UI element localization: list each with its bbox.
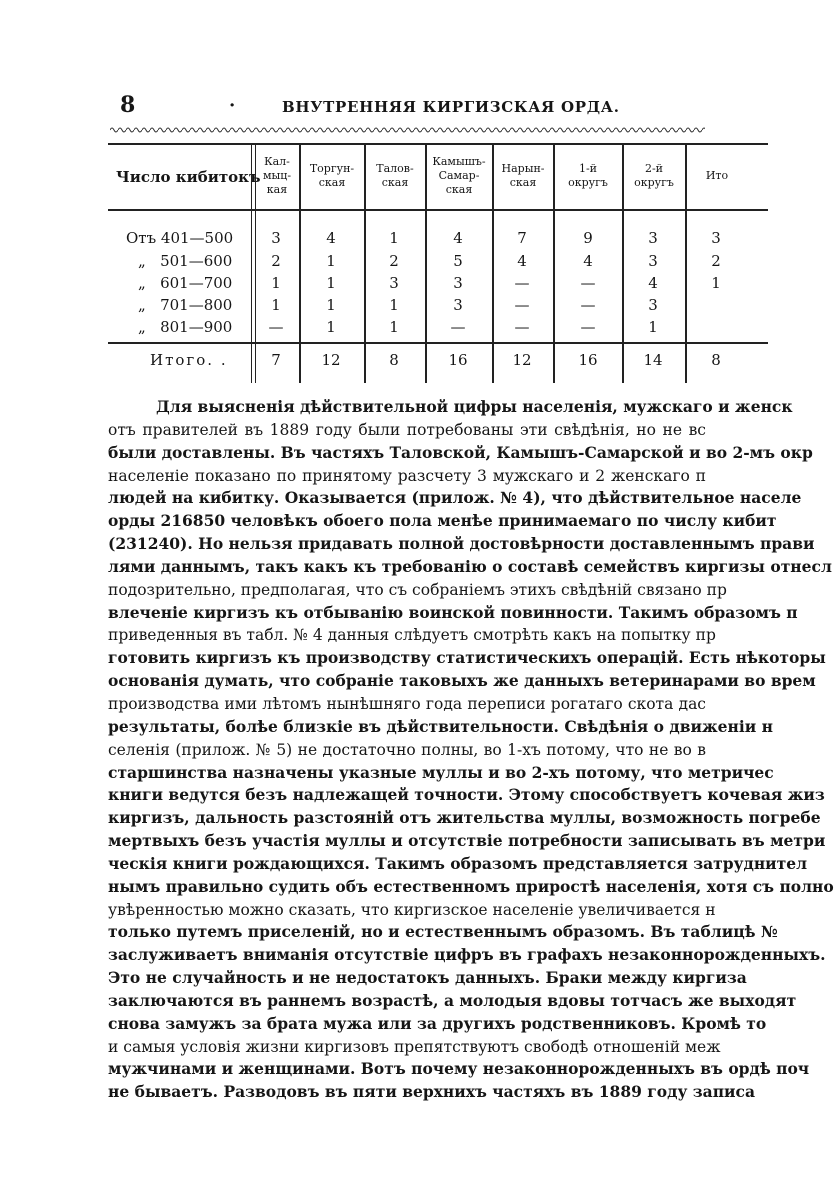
table-cell: 4	[648, 274, 658, 292]
column-header-okrug-1: 1-й округъ	[568, 162, 608, 189]
text-line: заключаются въ раннемъ возрастѣ, а молодыя вдовы тотчасъ же выходят	[108, 990, 797, 1010]
column-rule	[364, 143, 366, 383]
table-cell: —	[514, 274, 530, 292]
table-cell: 3	[648, 229, 658, 247]
table-cell: —	[580, 318, 596, 336]
text-line: приведенныя въ табл. № 4 данныя слѣдуетъ смотрѣть какъ на попытку пр	[108, 626, 716, 645]
row-label: Отъ 401—500	[126, 229, 234, 247]
text-line: ческія книги рождающихся. Такимъ образомъ представляется затруднител	[108, 853, 808, 873]
table-cell: 2	[271, 252, 281, 270]
table-cell: 1	[326, 274, 336, 292]
table-cell: 4	[453, 229, 463, 247]
header-wavy-rule	[110, 119, 705, 128]
table-cell: 3	[389, 274, 399, 292]
text-line: увѣренностью можно сказать, что киргизское населеніе увеличивается н	[108, 900, 716, 919]
table-cell: —	[580, 296, 596, 314]
text-line: селенія (прилож. № 5) не достаточно полны, во 1-хъ потому, что не во в	[108, 740, 706, 759]
column-rule	[299, 143, 301, 383]
table-cell: 3	[711, 229, 721, 247]
column-header-torgunskaya: Торгун- ская	[309, 162, 355, 189]
running-title: ВНУТРЕННЯЯ КИРГИЗСКАЯ ОРДА.	[282, 98, 620, 116]
table-cell: 4	[583, 252, 593, 270]
text-line: производства ими лѣтомъ нынѣшняго года переписи рогатаго скота дас	[108, 694, 706, 713]
table-cell: —	[580, 274, 596, 292]
text-line: подозрительно, предполагая, что съ собраніемъ этихъ свѣдѣній связано пр	[108, 580, 727, 599]
text-line: отъ правителей въ 1889 году были потребованы эти свѣдѣнія, но не вс	[108, 420, 706, 439]
text-line: старшинства назначены указные муллы и во 2-хъ потому, что метричес	[108, 762, 774, 782]
column-header-talovskaya: Талов- ская	[376, 162, 414, 189]
text-line: основанія думать, что собраніе таковыхъ же данныхъ ветеринарами во врем	[108, 671, 816, 691]
page-number: 8	[120, 92, 136, 118]
total-cell: 16	[578, 351, 598, 369]
table-cell: 4	[326, 229, 336, 247]
header-separator: ·	[229, 95, 236, 116]
total-cell: 16	[448, 351, 468, 369]
row-label: „ 601—700	[138, 274, 233, 292]
text-line: лями даннымъ, такъ какъ къ требованію о составѣ семействъ киргизы отнесл	[108, 556, 832, 576]
text-line: и самыя условія жизни киргизовъ препятствуютъ свободѣ отношеній меж	[108, 1037, 721, 1056]
text-line: заслуживаетъ вниманія отсутствіе цифръ въ графахъ незаконнорожденныхъ.	[108, 945, 826, 965]
table-cell: 1	[326, 252, 336, 270]
column-header-narynskaya: Нарын- ская	[501, 162, 545, 189]
text-line: только путемъ приселеній, но и естественнымъ образомъ. Въ таблицѣ №	[108, 922, 778, 942]
text-line: результаты, болѣе близкіе въ дѣйствительности. Свѣдѣнія о движеніи н	[108, 716, 773, 736]
text-line: снова замужъ за брата мужа или за другихъ родственниковъ. Кромѣ то	[108, 1013, 767, 1033]
table-cell: 1	[326, 318, 336, 336]
total-cell: 8	[711, 351, 721, 369]
column-rule	[425, 143, 427, 383]
text-line: мертвыхъ безъ участія муллы и отсутствіе потребности записывать въ метри	[108, 831, 826, 851]
row-label: „ 801—900	[138, 318, 233, 336]
column-header-itogo: Ито	[705, 169, 729, 182]
text-line: населеніе показано по принятому разсчету 3 мужскаго и 2 женскаго п	[108, 466, 706, 485]
column-rule	[492, 143, 494, 383]
text-line: людей на кибитку. Оказывается (прилож. № 4), что дѣйствительное населе	[108, 488, 802, 508]
text-line: книги ведутся безъ надлежащей точности. Этому способствуетъ кочевая жиз	[108, 785, 825, 805]
table-cell: —	[514, 296, 530, 314]
table-cell: 1	[389, 229, 399, 247]
column-rule	[685, 143, 687, 383]
total-label: Итого. .	[150, 351, 228, 369]
text-line: влеченіе киргизъ къ отбыванію воинской повинности. Такимъ образомъ п	[108, 602, 798, 622]
body-text	[108, 396, 834, 1102]
total-cell: 7	[271, 351, 281, 369]
column-header-kalmytskaya: Кал- мыц- кая	[262, 155, 292, 196]
table-cell: 3	[271, 229, 281, 247]
total-cell: 12	[512, 351, 532, 369]
table-cell: 2	[711, 252, 721, 270]
table-cell: 3	[453, 274, 463, 292]
table-header-rule	[108, 209, 768, 211]
table-cell: 1	[389, 318, 399, 336]
column-rule	[553, 143, 555, 383]
table-cell: 9	[583, 229, 593, 247]
text-line: киргизъ, дальность разстояній отъ жительства муллы, возможность погребе	[108, 808, 821, 828]
label-column-header: Число кибитокъ	[116, 168, 261, 186]
total-cell: 12	[321, 351, 341, 369]
row-label: „ 701—800	[138, 296, 233, 314]
text-line: не бываетъ. Разводовъ въ пяти верхнихъ частяхъ въ 1889 году записа	[108, 1082, 756, 1102]
table-cell: 3	[648, 296, 658, 314]
column-rule	[622, 143, 624, 383]
table-top-rule	[108, 143, 768, 145]
table-cell: —	[268, 318, 284, 336]
table-cell: 3	[648, 252, 658, 270]
table-cell: 7	[517, 229, 527, 247]
table-cell: 5	[453, 252, 463, 270]
table-cell: 1	[326, 296, 336, 314]
table-cell: 1	[711, 274, 721, 292]
table-total-rule	[108, 342, 768, 344]
table-cell: 1	[648, 318, 658, 336]
kibitka-table	[108, 143, 729, 383]
paragraph-first-line: Для выясненія дѣйствительной цифры населенія, мужскаго и женск	[156, 397, 793, 416]
table-cell: 4	[517, 252, 527, 270]
text-line: были доставлены. Въ частяхъ Таловской, Камышъ-Самарской и во 2-мъ окр	[108, 442, 813, 462]
table-cell: 3	[453, 296, 463, 314]
column-header-okrug-2: 2-й округъ	[634, 162, 674, 189]
table-cell: 1	[271, 274, 281, 292]
total-cell: 14	[643, 351, 663, 369]
text-line: мужчинами и женщинами. Вотъ почему незаконнорожденныхъ въ ордѣ поч	[108, 1059, 810, 1079]
text-line: Это не случайность и не недостатокъ данныхъ. Браки между киргиза	[108, 968, 747, 988]
text-line: орды 216850 человѣкъ обоего пола менѣе принимаемаго по числу кибит	[108, 511, 777, 531]
table-cell: 1	[271, 296, 281, 314]
table-cell: —	[514, 318, 530, 336]
total-cell: 8	[389, 351, 399, 369]
table-cell: —	[450, 318, 466, 336]
text-line: готовить киргизъ къ производству статистическихъ операцій. Есть нѣкоторы	[108, 648, 826, 668]
column-header-kamysh-samarskaya: Камышъ- Самар- ская	[432, 155, 486, 196]
table-cell: 2	[389, 252, 399, 270]
text-line: (231240). Но нельзя придавать полной достовѣрности доставленнымъ прави	[108, 534, 815, 554]
text-line: нымъ правильно судить объ естественномъ приростѣ населенія, хотя съ полно	[108, 876, 834, 896]
row-label: „ 501—600	[138, 252, 233, 270]
table-cell: 1	[389, 296, 399, 314]
